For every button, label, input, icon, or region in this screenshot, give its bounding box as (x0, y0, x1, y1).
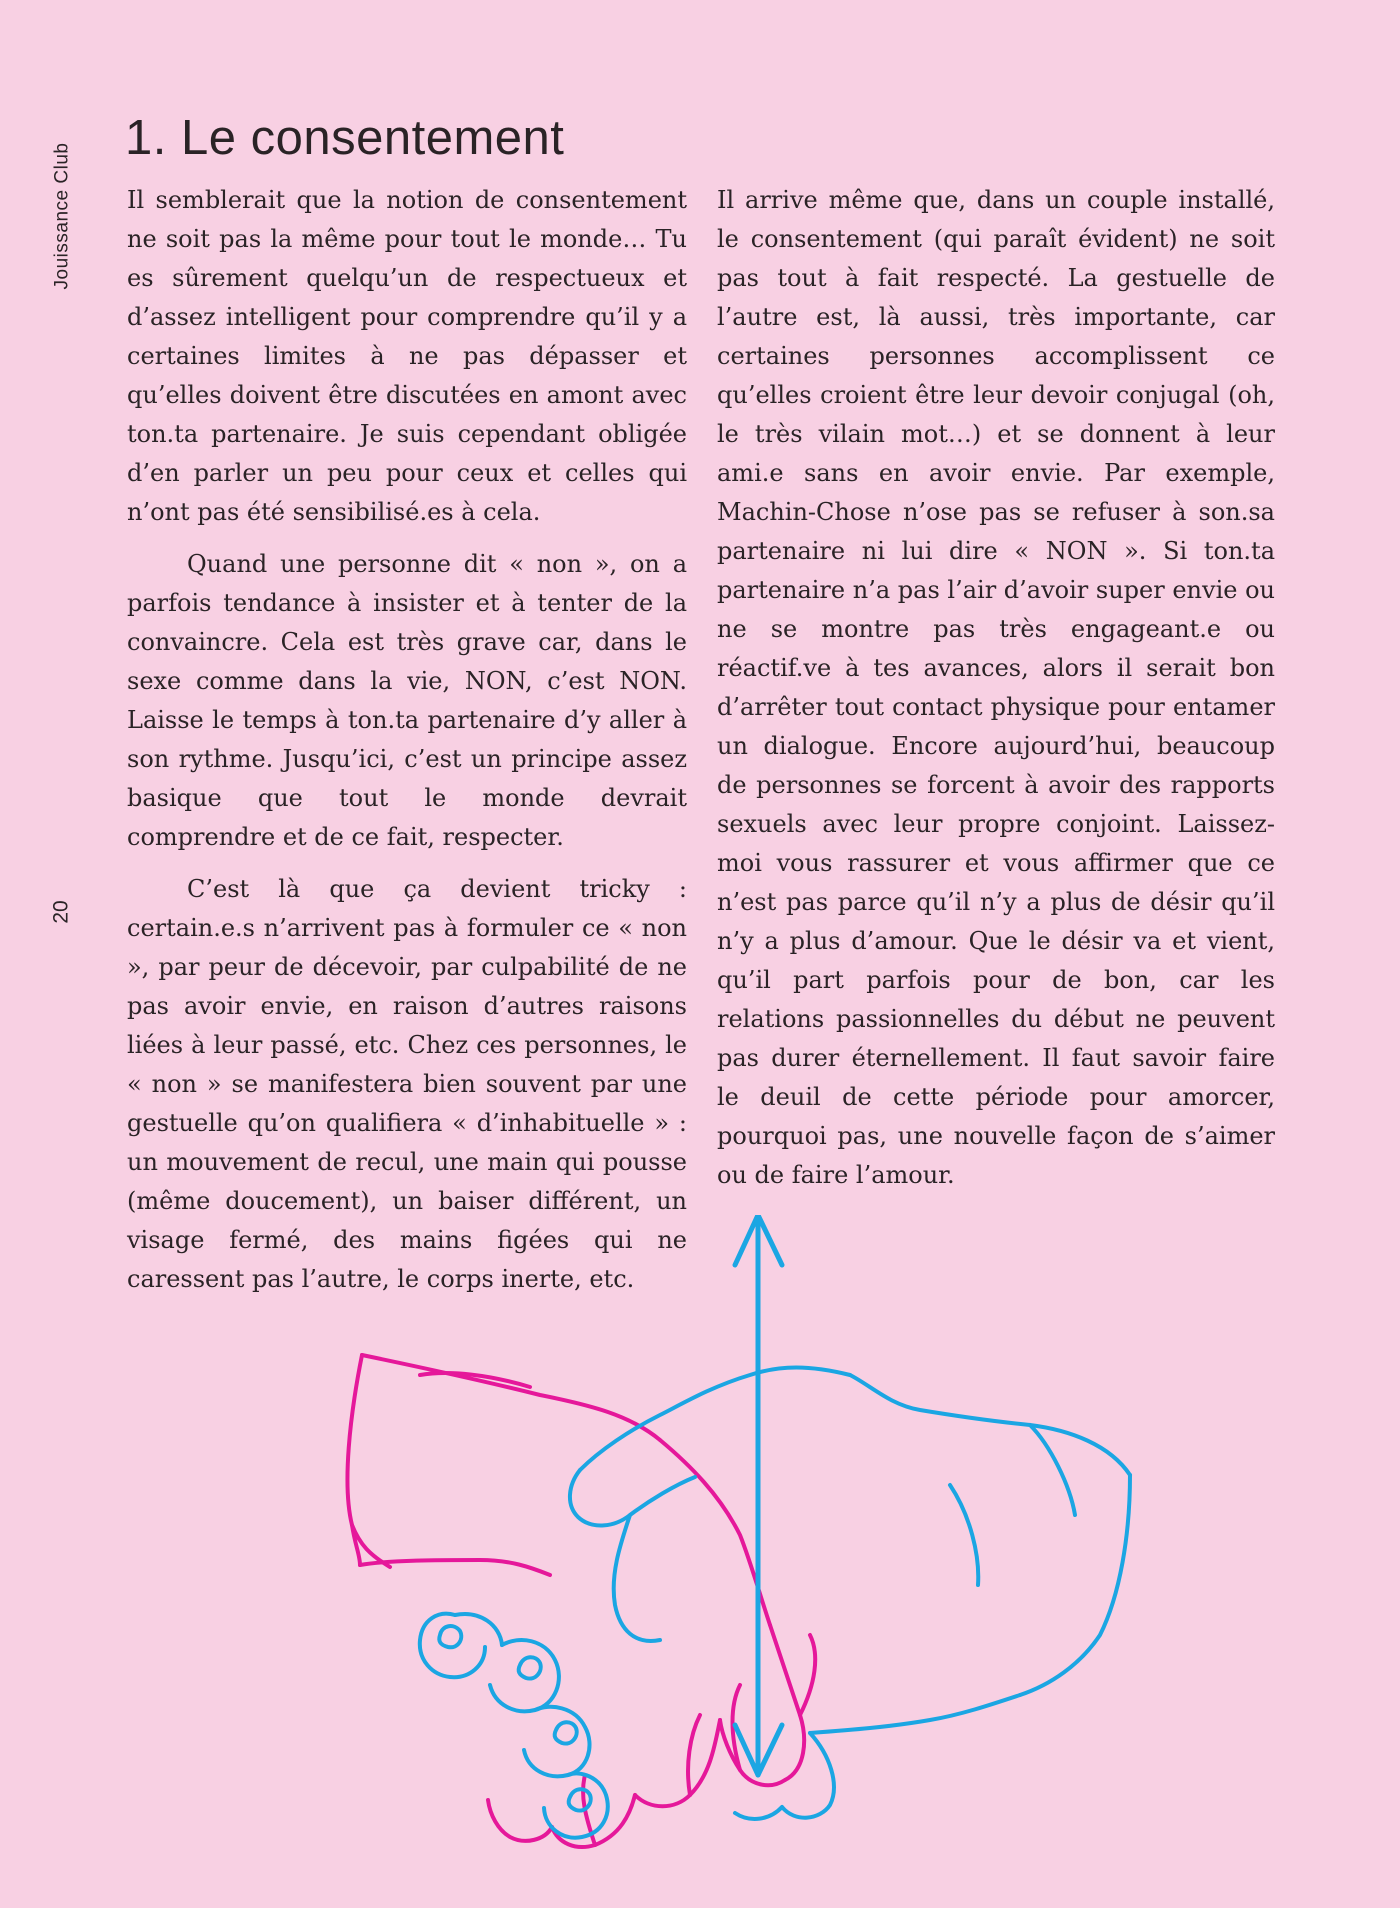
page-number-text: 20 (49, 900, 73, 924)
blue-hand-icon (420, 1368, 1130, 1838)
page-number (42, 890, 82, 934)
running-head (42, 126, 82, 306)
paragraph-intro: Il semblerait que la notion de consentement ne soit pas la même pour tout le monde… Tu es sûrement quelqu’un de respectueux et d’assez intelligent pour comprendre qu’il y a certaines limites à ne pas dépasser et qu’elles doivent être discutées en amont avec ton.ta partenaire. Je suis cependant obligée d’en parler un peu pour ceux et celles qui n’ont pas été sensibilisé.es à cela. (127, 186, 687, 526)
paragraph-tricky: C’est là que ça devient tricky : certain.e.s n’arrivent pas à formuler ce « non », par peur de décevoir, par culpabilité de ne pas avoir envie, en raison d’autres raisons liées à leur passé, etc. Chez ces personnes, le « non » se manifestera bien souvent par une gestuelle qu’on qualifiera « d’inhabituelle » : un mouvement de recul, une main qui pousse (même doucement), un baiser différent, un visage fermé, des mains figées qui ne caressent pas l’autre, le corps inerte, etc. (127, 875, 687, 1293)
chapter-title: 1. Le consentement (125, 111, 565, 165)
left-column (127, 181, 687, 1312)
handshake-illustration (330, 1215, 1160, 1855)
paragraph-couple: Il arrive même que, dans un couple installé, le consentement (qui paraît évident) ne soit pas tout à fait respecté. La gestuelle de l’autre est, là aussi, très importante, car certaines personnes accomplissent ce qu’elles croient être leur devoir conjugal (oh, le très vilain mot…) et se donnent à leur ami.e sans en avoir envie. Par exemple, Machin-Chose n’ose pas se refuser à son.sa partenaire ni lui dire « NON ». Si ton.ta partenaire n’a pas l’air d’avoir super envie ou ne se montre pas très engageant.e ou réactif.ve à tes avances, alors il serait bon d’arrêter tout contact physique pour entamer un dialogue. Encore aujourd’hui, beaucoup de personnes se forcent à avoir des rapports sexuels avec leur propre conjoint. Laissez-moi vous rassurer et vous affirmer que ce n’est pas parce qu’il n’y a plus de désir qu’il n’y a plus d’amour. Que le désir va et vient, qu’il part parfois pour de bon, car les relations passionnelles du début ne peuvent pas durer éternellement. Il faut savoir faire le deuil de cette période pour amorcer, pourquoi pas, une nouvelle façon de s’aimer ou de faire l’amour. (717, 186, 1275, 1189)
double-arrow-icon (735, 1215, 782, 1775)
running-head-text: Jouissance Club (51, 142, 73, 290)
right-column (717, 181, 1275, 1208)
paragraph-non: Quand une personne dit « non », on a parfois tendance à insister et à tenter de la convaincre. Cela est très grave car, dans le sexe comme dans la vie, NON, c’est NON. Laisse le temps à ton.ta partenaire d’y aller à son rythme. Jusqu’ici, c’est un principe assez basique que tout le monde devrait comprendre et de ce fait, respecter. (127, 550, 687, 851)
